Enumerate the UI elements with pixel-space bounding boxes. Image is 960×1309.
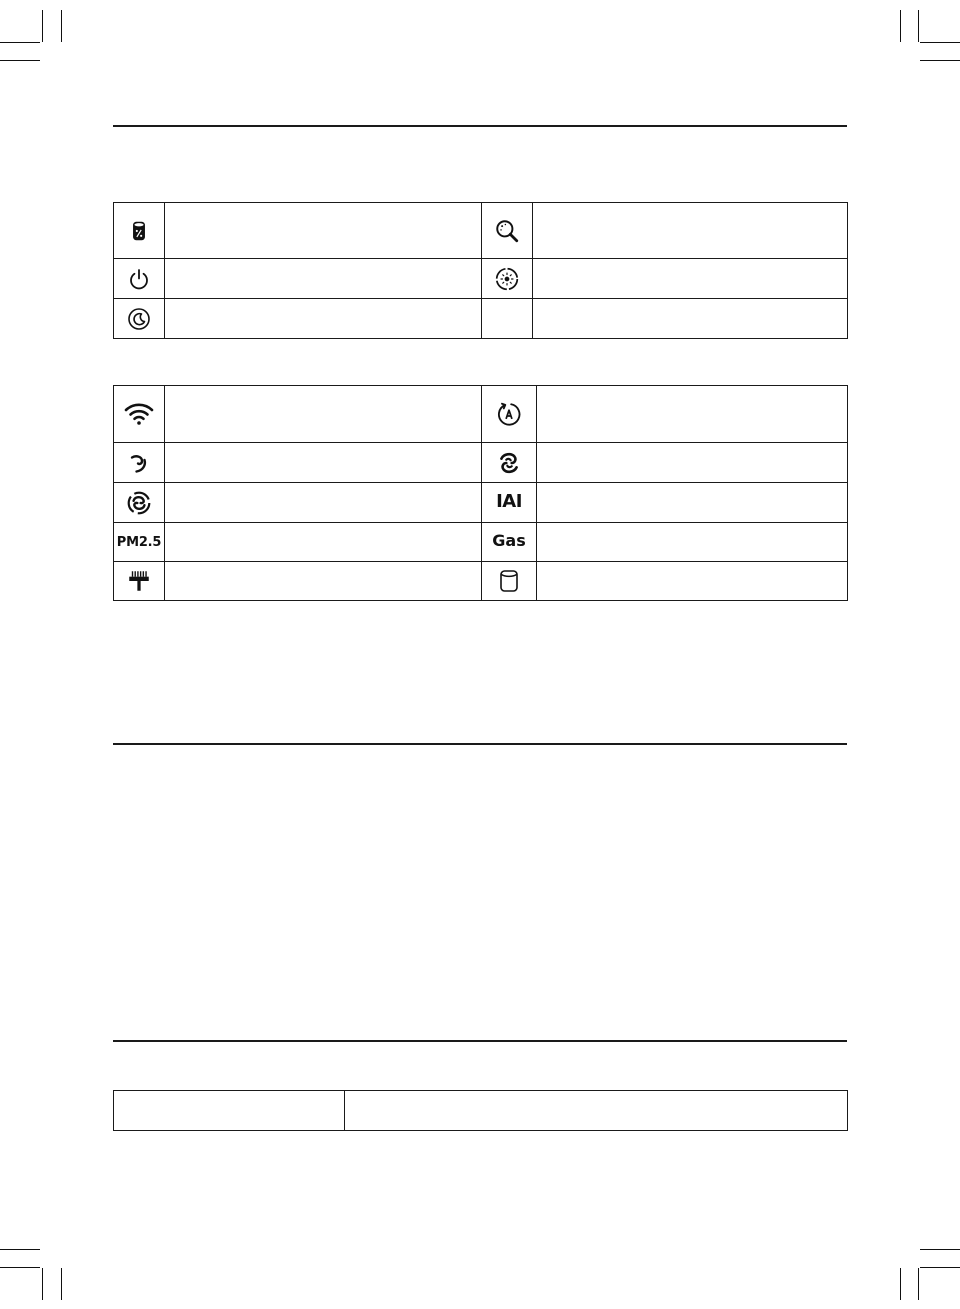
description-cell: [533, 299, 848, 339]
description-cell: [537, 386, 848, 443]
crop-mark-bottom-left: [0, 1250, 62, 1301]
icon-cell: [482, 299, 533, 339]
table-row: [114, 523, 848, 562]
filter-icon: [497, 568, 521, 594]
icon-cell: [114, 562, 165, 601]
gas-icon: Gas: [492, 531, 526, 550]
description-cell: [165, 443, 482, 483]
description-cell: [165, 562, 482, 601]
auto-mode-icon: [496, 401, 522, 427]
iai-icon: IAI: [496, 491, 522, 512]
icon-table-2: [113, 385, 848, 601]
spec-label-cell: [114, 1091, 345, 1131]
section-rule-3: [113, 1040, 847, 1042]
table-row: [114, 203, 848, 259]
magnifier-icon: [494, 218, 520, 244]
icon-cell: [114, 203, 165, 259]
filter-percent-icon: [126, 218, 152, 244]
table-row: [114, 443, 848, 483]
table-row: [114, 259, 848, 299]
icon-cell: [482, 483, 537, 523]
description-cell: [165, 299, 482, 339]
table-row: [114, 1091, 848, 1131]
icon-cell: [114, 443, 165, 483]
description-cell: [165, 203, 482, 259]
crop-mark-top-right: [901, 10, 960, 61]
icon-cell: [482, 386, 537, 443]
icon-cell: [114, 483, 165, 523]
table-row: [114, 483, 848, 523]
description-cell: [165, 483, 482, 523]
spec-value-cell: [345, 1091, 848, 1131]
icon-cell: [482, 443, 537, 483]
fan-speed-2-icon: [496, 450, 522, 476]
icon-cell: [482, 523, 537, 562]
table-row: [114, 386, 848, 443]
light-icon: [494, 266, 520, 292]
description-cell: [537, 562, 848, 601]
wifi-icon: [123, 400, 155, 428]
icon-cell: [482, 259, 533, 299]
description-cell: [537, 523, 848, 562]
description-cell: [165, 523, 482, 562]
description-cell: [165, 259, 482, 299]
icon-cell: [482, 203, 533, 259]
description-cell: [537, 443, 848, 483]
table-row: [114, 562, 848, 601]
description-cell: [533, 259, 848, 299]
pm25-icon: PM2.5: [116, 535, 162, 550]
icon-cell: [114, 259, 165, 299]
section-rule-2: [113, 743, 847, 745]
fan-speed-1-icon: [127, 451, 151, 475]
spec-table: [113, 1090, 848, 1131]
table-row: [114, 299, 848, 339]
description-cell: [165, 386, 482, 443]
icon-cell: [482, 562, 537, 601]
pre-filter-icon: [126, 568, 152, 594]
crop-mark-bottom-right: [901, 1250, 960, 1301]
icon-cell: [114, 299, 165, 339]
power-icon: [127, 267, 151, 291]
icon-cell: [114, 386, 165, 443]
fan-speed-3-icon: [126, 490, 152, 516]
icon-cell: [114, 523, 165, 562]
description-cell: [537, 483, 848, 523]
section-rule-1: [113, 125, 847, 127]
crop-mark-top-left: [0, 10, 62, 61]
icon-table-1: [113, 202, 848, 339]
description-cell: [533, 203, 848, 259]
sleep-icon: [127, 307, 151, 331]
